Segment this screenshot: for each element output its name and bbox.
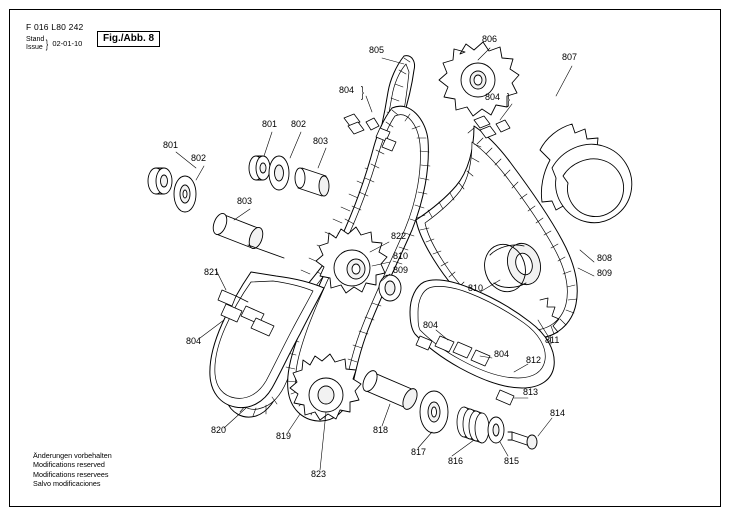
brace-804-mid: } xyxy=(361,84,364,101)
callout-810-right: 810 xyxy=(468,283,484,293)
issue-label: Issue xyxy=(26,44,43,51)
footer-line-fr: Modifications reservees xyxy=(33,469,109,479)
callout-801-left: 801 xyxy=(163,140,179,150)
callout-810-mid: 810 xyxy=(393,251,409,261)
callout-820: 820 xyxy=(211,425,227,435)
part-801-left xyxy=(148,168,172,194)
part-803-left-shaft xyxy=(211,212,284,258)
callout-817: 817 xyxy=(411,447,427,457)
callout-804-left: 804 xyxy=(186,336,202,346)
callout-823: 823 xyxy=(311,469,327,479)
washer-810-809 xyxy=(379,275,401,301)
part-802-left xyxy=(174,176,196,212)
part-801-mid xyxy=(249,156,270,180)
stand-label: Stand xyxy=(26,36,45,43)
footer-line-en: Modifications reserved xyxy=(33,460,105,470)
part-817-washer xyxy=(420,391,448,433)
callout-809-right: 809 xyxy=(597,268,613,278)
callout-804-lower-right: 804 xyxy=(494,349,510,359)
footer-line-de: Änderungen vorbehalten xyxy=(33,451,112,460)
callout-801-mid: 801 xyxy=(262,119,278,129)
callout-818: 818 xyxy=(373,425,389,435)
callout-813: 813 xyxy=(523,387,539,397)
callout-802-mid: 802 xyxy=(291,119,307,129)
brace-804-right: } xyxy=(507,91,510,108)
callout-819: 819 xyxy=(276,431,292,441)
part-814-bolt xyxy=(508,432,537,449)
part-816-spring xyxy=(457,407,489,443)
part-815-washer xyxy=(488,417,504,443)
callout-814: 814 xyxy=(550,408,566,418)
callout-803-mid: 803 xyxy=(313,136,329,146)
callout-807: 807 xyxy=(562,52,578,62)
callout-816: 816 xyxy=(448,456,464,466)
callout-804-lower: 804 xyxy=(423,320,439,330)
brace-glyph: } xyxy=(46,37,49,51)
issue-date: 02-01-10 xyxy=(52,39,83,48)
footer-line-es: Salvo modificaciones xyxy=(33,479,101,489)
callout-803-left: 803 xyxy=(237,196,253,206)
callout-802-left: 802 xyxy=(191,153,207,163)
part-813-bracket xyxy=(496,390,514,405)
callout-805: 805 xyxy=(369,45,385,55)
callout-811: 811 xyxy=(545,335,560,345)
callout-809-mid: 809 xyxy=(393,265,409,275)
callout-804-right: 804 xyxy=(485,92,501,102)
part-803-mid xyxy=(295,168,329,196)
part-number: F 016 L80 242 xyxy=(26,22,84,32)
callout-812: 812 xyxy=(526,355,542,365)
callout-804-mid: 804 xyxy=(339,85,355,95)
callout-808: 808 xyxy=(597,253,613,263)
callout-822: 822 xyxy=(391,231,407,241)
part-802-mid xyxy=(269,156,289,190)
callout-815: 815 xyxy=(504,456,520,466)
figure-badge: Fig./Abb. 8 xyxy=(97,31,160,47)
part-818-shaft xyxy=(360,369,420,412)
callout-806: 806 xyxy=(482,34,498,44)
callout-821: 821 xyxy=(204,267,220,277)
